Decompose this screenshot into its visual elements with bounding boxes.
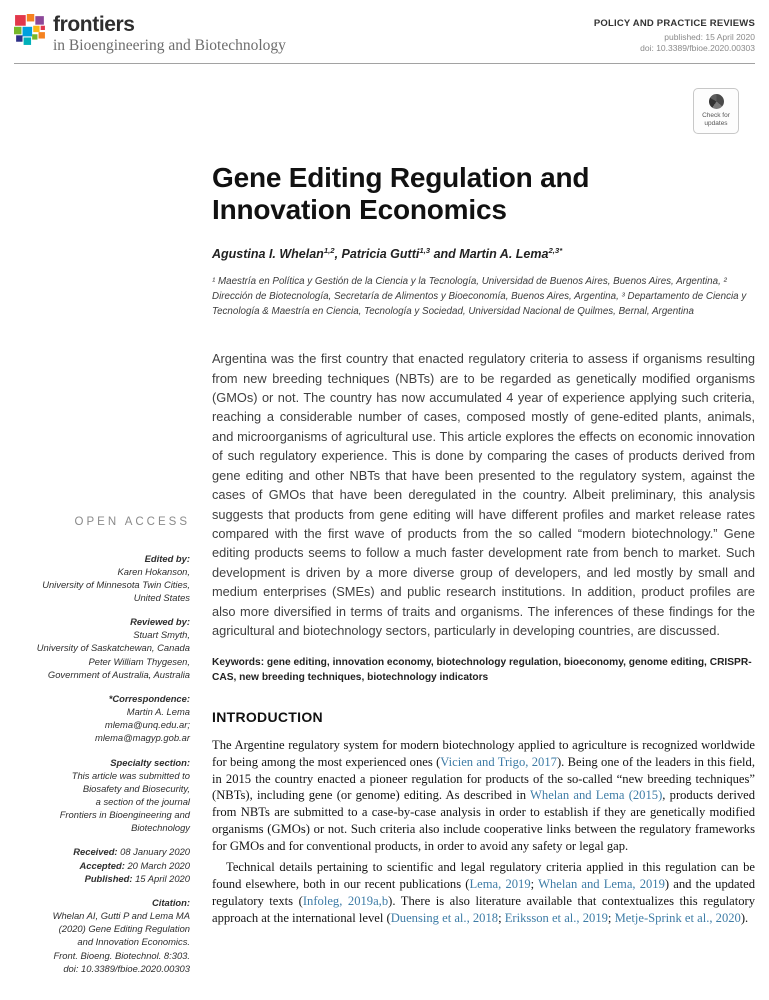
published-date-sidebar: Published: 15 April 2020: [84, 872, 190, 884]
citation-block: [12, 896, 190, 975]
edited-by-block: [12, 552, 190, 605]
crossmark-label: Check for updates: [702, 112, 730, 128]
correspondence-label: *Correspondence:: [108, 692, 190, 704]
introduction-heading: INTRODUCTION: [212, 709, 323, 726]
intro-paragraph-1: The Argentine regulatory system for modern biotechnology applied to agriculture is recognized worldwide for being among the most experienced ones (Vicien and Trigo, 2017). Being one of the leaders in this field, in 2015 the country enacted a pioneer regulation for products of the so-called “new breeding techniques” (NBTs), including gene (or genome) editing. As described in Whelan and Lema (2015), products derived from NBTs are submitted to a case-by-case analysis in order to establish if they are genetically modified organisms (GMOs) or not. Such criteria also include cooperative links between the regulatory frameworks for GMOs and for conventional products, in order to avoid any safety or legal gap.: [212, 738, 755, 853]
article-info-sidebar: [12, 64, 190, 986]
dates-block: [12, 845, 190, 884]
article-title: Gene Editing Regulation and Innovation Economics: [212, 161, 590, 225]
author-list: Agustina I. Whelan$^{1,2}$, Patricia Gutti$^{1,3}$ and Martin A. Lema$^{2,3*}$: [212, 246, 563, 262]
citation-label: Citation:: [151, 896, 190, 908]
citation-link[interactable]: Infoleg, 2019a,b: [302, 893, 389, 908]
brand-text: [53, 14, 286, 54]
header-meta: [594, 14, 755, 53]
reviewed-by-label: Reviewed by:: [130, 616, 190, 628]
citation-link[interactable]: Whelan and Lema, 2019: [538, 877, 665, 892]
edited-by-lines: Karen Hokanson, University of Minnesota Twin Cities, United States: [42, 565, 190, 603]
intro-paragraph-2: Technical details pertaining to scientific and legal regulatory criteria applied in this regulation can be found elsewhere, both in our recent publications (Lema, 2019; Whelan and Lema, 2019) and the updated regulatory texts (Infoleg, 2019a,b). There is also literature available that contextualizes this regulatory approach at the international level (Duensing et al., 2018; Eriksson et al., 2019; Metje-Sprink et al., 2020).: [212, 860, 756, 925]
article-main-column: [212, 64, 755, 986]
edited-by-label: Edited by:: [144, 552, 190, 564]
citation-link[interactable]: Metje-Sprink et al., 2020: [614, 910, 741, 925]
journal-name: in Bioengineering and Biotechnology: [53, 37, 286, 54]
correspondence-links[interactable]: Martin A. Lema mlema@unq.edu.ar; mlema@magyp.gob.ar: [95, 706, 190, 744]
accepted-date: Accepted: 20 March 2020: [79, 859, 190, 871]
citation-lines: Whelan AI, Gutti P and Lema MA (2020) Gene Editing Regulation and Innovation Economics. Front. Bioeng. Biotechnol. 8:303. doi: 10.3389/fbioe.2020.00303: [52, 910, 190, 974]
citation-link[interactable]: Eriksson et al., 2019: [504, 910, 608, 925]
content-columns: [0, 64, 769, 986]
published-date: published: 15 April 2020: [664, 32, 755, 42]
abstract-text: Argentina was the first country that enacted regulatory criteria to assess if organisms resulting from new breeding techniques (NBTs) are to be regarded as genetically modified organisms (GMOs) or not. The country has now accumulated 4 year of experience applying such criteria, reaching a considerable number of cases, composed mostly of gene-edited plants, animals, and microorganisms of agricultural use. This article explores the effects on economic innovation of such regulatory experience. This is done by comparing the cases of products derived from gene editing and other NBTs that have been presented to the regulatory system, against the cases of GMOs that have been deregulated in the country. Albeit preliminary, this analysis suggests that products from gene editing will have different profiles and market release rates compared with the first wave of products from the so called “modern biotechnology.” Gene editing products seems to follow a much faster development rate from bench to market. Such development is driven by a more diverse group of developers, and led mostly by small and medium enterprises (SMEs) and public research institutions. In addition, product profiles are also more diversified in terms of traits and organisms. The inferences of these findings for the agricultural and biotechnology sectors, particularly in developing countries, are discussed.: [212, 351, 755, 639]
brand-name: frontiers: [53, 13, 135, 36]
article-type-label: POLICY AND PRACTICE REVIEWS: [593, 18, 755, 29]
specialty-section-lines: This article was submitted to Biosafety and Biosecurity, a section of the journal Frontiers in Bioengineering and Biotechnology: [59, 769, 190, 834]
citation-link[interactable]: Lema, 2019: [469, 877, 531, 892]
received-date: Received: 08 January 2020: [73, 846, 190, 858]
affiliations: ¹ Maestría en Política y Gestión de la Ciencia y la Tecnología, Universidad de Buenos Aires, Buenos Aires, Argentina, ² Dirección de Biotecnología, Secretaría de Alimentos y Bioeconomía, Buenos Aires, Argentina, ³ Departamento de Ciencia y Tecnología & Maestría en Ciencia, Tecnología y Sociedad, Universidad Nacional de Quilmes, Bernal, Argentina: [212, 275, 747, 317]
doi: doi: 10.3389/fbioe.2020.00303: [640, 43, 755, 53]
open-access-label: OPEN ACCESS: [74, 515, 190, 528]
specialty-section-block: [12, 756, 190, 835]
correspondence-block: [12, 692, 190, 745]
citation-link[interactable]: Duensing et al., 2018: [390, 910, 499, 925]
brand-row: [14, 14, 755, 54]
specialty-section-label: Specialty section:: [110, 756, 190, 768]
frontiers-logo-icon: [14, 14, 46, 46]
journal-header: [0, 0, 769, 64]
keywords-line: Keywords: gene editing, innovation economy, biotechnology regulation, bioeconomy, genome editing, CRISPR-CAS, new breeding techniques, biotechnology indicators: [212, 656, 752, 683]
check-for-updates-badge[interactable]: [693, 88, 739, 134]
reviewed-by-lines: Stuart Smyth, University of Saskatchewan, Canada Peter William Thygesen, Government of Australia, Australia: [36, 629, 190, 680]
citation-link[interactable]: Vicien and Trigo, 2017: [440, 755, 557, 769]
reviewed-by-block: [12, 615, 190, 681]
crossmark-icon: [709, 94, 724, 109]
citation-link[interactable]: Whelan and Lema (2015): [530, 788, 663, 803]
